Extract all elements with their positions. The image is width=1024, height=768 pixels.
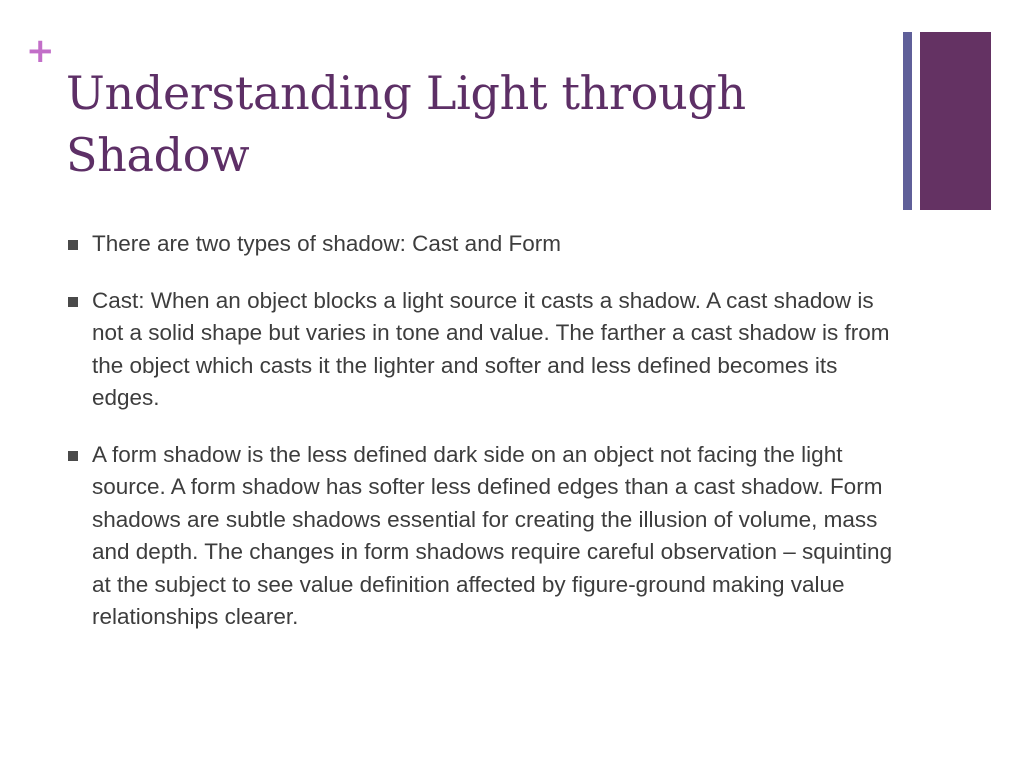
bullet-text: A form shadow is the less defined dark side on an object not facing the light source. A form shadow has softer less defined edges than a cast shadow. Form shadows are subtle shadows essential for creating the illusion of volume, mass and depth. The changes in form shadows require careful observation – squinting at the subject to see value definition affected by figure-ground making value relationships clearer. bbox=[92, 441, 893, 629]
title-line-1: Understanding Light through bbox=[66, 66, 746, 120]
bullet-item-types bbox=[68, 228, 908, 261]
decorative-thick-bar bbox=[920, 32, 991, 210]
bullet-list bbox=[68, 228, 908, 658]
square-bullet-icon bbox=[68, 451, 78, 461]
slide-title bbox=[66, 62, 866, 186]
bullet-text: There are two types of shadow: Cast and Form bbox=[92, 231, 561, 256]
bullet-text: Cast: When an object blocks a light source it casts a shadow. A cast shadow is not a solid shape but varies in tone and value. The farther a cast shadow is from the object which casts it the lighter and softer and less defined becomes its edges. bbox=[92, 287, 890, 410]
bullet-item-cast-shadow bbox=[68, 285, 908, 415]
square-bullet-icon bbox=[68, 240, 78, 250]
plus-icon: + bbox=[26, 31, 55, 71]
decorative-thin-bar bbox=[903, 32, 912, 210]
square-bullet-icon bbox=[68, 297, 78, 307]
bullet-item-form-shadow bbox=[68, 439, 908, 634]
title-line-2: Shadow bbox=[66, 128, 250, 182]
